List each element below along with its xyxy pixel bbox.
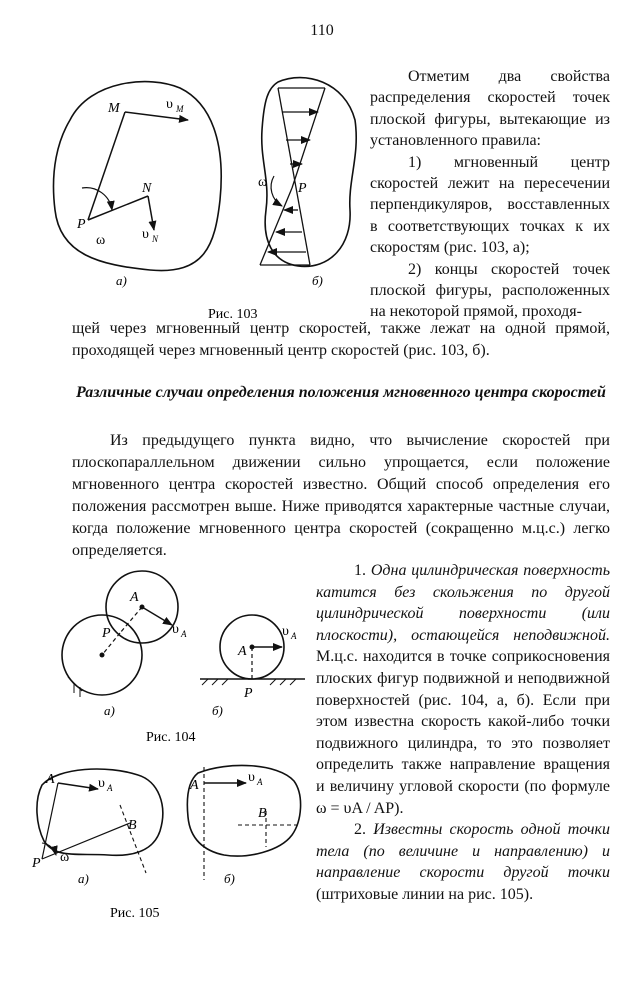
case-1-italic: Одна цилиндрическая поверхность катится без скольжения по другой цилиндрической поверхности (или плоскости), остающейся неподвижной.	[316, 562, 611, 644]
label-vA: υ	[98, 776, 105, 791]
label-vA: υ	[172, 622, 179, 637]
intro-text	[370, 66, 610, 323]
page-number: 110	[310, 22, 334, 39]
label-vA-b: υ	[282, 624, 289, 639]
line-ends-diagonal-top	[292, 88, 325, 188]
omega-arc-b	[271, 176, 282, 206]
body-outline-b	[262, 78, 356, 267]
velocity-vA	[58, 783, 98, 789]
label-vA-b: υ	[248, 770, 255, 785]
cases-text	[316, 560, 610, 906]
case-2-text: (штриховые линии на рис. 105).	[316, 885, 534, 903]
intro-paragraph-3a: 2) концы скоростей точек плоской фигуры, расположенных на некоторой прямой, проходя-	[370, 260, 610, 321]
label-M: M	[108, 101, 120, 116]
body-paragraph	[72, 430, 610, 562]
velocity-direction-B	[120, 805, 146, 873]
case-1-text: М.ц.с. находится в точке соприкосновения плоских фигур подвижной и неподвижной поверхностей (рис. 104, а, б). Если при этом известна скорость какой-либо точки подвижного цилиндра, то это позволяет определить также направление вращения и величину угловой скорости (по формуле ω = υA / AP).	[316, 648, 610, 817]
case-1-number: 1.	[354, 562, 366, 579]
figure-105	[28, 755, 318, 930]
label-P: P	[102, 626, 111, 641]
case-1-paragraph	[316, 560, 610, 819]
body-outline-a	[53, 82, 221, 271]
velocity-vA	[142, 607, 172, 625]
label-A: A	[46, 772, 55, 787]
line-through-P	[278, 88, 310, 265]
subfig-b: б)	[224, 871, 235, 886]
label-P-b: P	[244, 686, 253, 701]
label-P: P	[32, 856, 41, 871]
case-2-number: 2.	[354, 821, 366, 839]
subfig-b: б)	[212, 703, 223, 718]
label-omega: ω	[96, 233, 106, 248]
label-omega: ω	[60, 850, 70, 865]
label-vM: υ	[166, 97, 173, 112]
case-2-paragraph	[316, 819, 610, 905]
figure-104-caption: Рис. 104	[146, 730, 196, 745]
label-omega-b: ω	[258, 175, 268, 190]
label-A-b: A	[238, 644, 247, 659]
figure-105-caption: Рис. 105	[110, 906, 160, 921]
label-vA-sub: A	[107, 783, 113, 793]
intro-paragraph-1: Отметим два свойства распределения скоростей точек плоской фигуры, вытекающие из установленного правила:	[370, 68, 610, 150]
intro-paragraph-3b: щей через мгновенный центр скоростей, также лежат на одной прямой, проходящей через мгновенный центр скоростей (рис. 103, б).	[72, 320, 610, 359]
figure-104	[60, 565, 310, 750]
case-2-italic: Известны скорость одной точки тела (по величине и направлению) и направление скорости другой точки	[316, 821, 610, 882]
label-vA-sub: A	[181, 629, 187, 639]
paragraph-1: Из предыдущего пункта видно, что вычисление скоростей при плоскопараллельном движении сильно упрощается, если положение мгновенного центра скоростей известно. Общий способ определения его положения рассмотрен выше. Ниже приводятся характерные частные случаи, когда положение мгновенного центра скоростей (сокращенно м.ц.с.) легко определяется.	[72, 432, 610, 559]
subfig-a: а)	[104, 703, 115, 718]
figure-103	[30, 60, 370, 320]
label-vM-sub: M	[176, 104, 184, 114]
label-A: A	[130, 590, 139, 605]
line-NP	[88, 196, 148, 220]
subfig-b: б)	[312, 273, 323, 288]
label-A-b: A	[190, 778, 199, 793]
velocity-vN-arrow	[148, 196, 154, 230]
subfig-a: а)	[78, 871, 89, 886]
omega-arc-a	[82, 188, 112, 210]
label-B: B	[128, 818, 137, 833]
figure-103-caption: Рис. 103	[208, 307, 258, 320]
label-vN: υ	[142, 227, 149, 242]
label-B-b: B	[258, 806, 267, 821]
subfig-a: а)	[116, 273, 127, 288]
label-vN-sub: N	[152, 234, 159, 244]
section-heading: Различные случаи определения положения мгновенного центра скоростей	[76, 384, 606, 401]
label-N: N	[142, 181, 152, 196]
label-P-b: P	[298, 181, 307, 196]
label-P: P	[77, 217, 86, 232]
intro-continuation	[72, 318, 610, 362]
label-vA-b-sub: A	[257, 777, 263, 787]
intro-paragraph-2: 1) мгновенный центр скоростей лежит на пересечении перпендикуляров, восставленных в соответствующих точках к их скоростям (рис. 103, а);	[370, 153, 610, 257]
line-AP	[120, 607, 142, 633]
line-MP	[88, 112, 125, 220]
label-vA-b-sub: A	[291, 631, 297, 641]
